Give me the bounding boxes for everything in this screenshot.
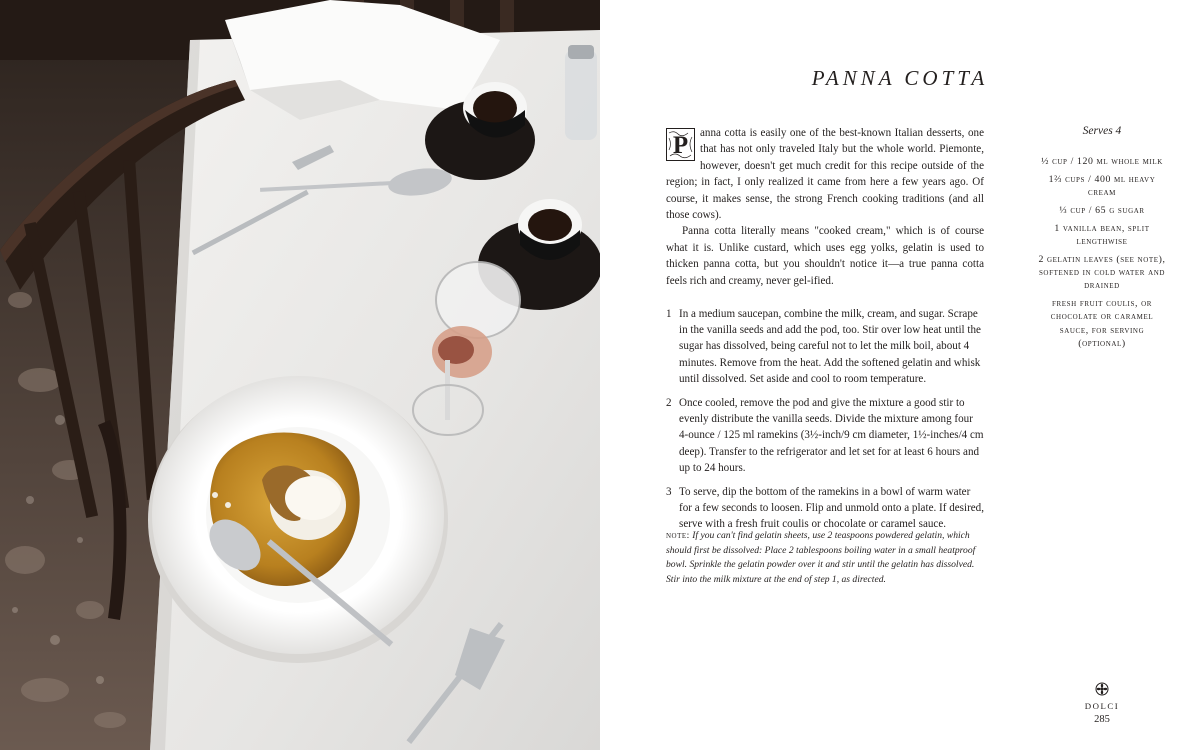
step-number: 2 [666, 397, 672, 410]
ingredient-item: ½ cup / 120 ml whole milk [1041, 156, 1163, 167]
serves-heading: Serves 4 [1082, 125, 1122, 137]
intro-paragraph-1 [666, 125, 984, 223]
page-number: 285 [1094, 714, 1110, 725]
recipe-title: PANNA COTTA [811, 66, 989, 90]
dropcap-letter: P [672, 132, 689, 159]
ingredient-list [1036, 155, 1168, 355]
step-text: Once cooled, remove the pod and give the mixture a good stir to evenly distribute the vanilla seeds. Divide the mixture among four 4-ounce / 125 ml ramekins (3½-inch/9 cm diameter, 1½-inches/4 cm deep). Transfer to the refrigerator and let set for at least 6 hours and up to 24 hours. [679, 397, 984, 474]
step-text: To serve, dip the bottom of the ramekins in a bowl of warm water for a few seconds to loosen. Flip and unmold onto a plate. If desired, serve with a fresh fruit coulis or chocolate or caramel sauce. [679, 486, 985, 531]
ingredient-item: 2 gelatin leaves (see note), softened in cold water and drained [1038, 253, 1166, 292]
step-number: 3 [666, 486, 672, 499]
recipe-intro [666, 125, 984, 289]
flower-ornament-icon [1095, 682, 1109, 696]
ingredient-item: 1⅔ cups / 400 ml heavy cream [1048, 173, 1156, 199]
recipe-note [666, 529, 984, 588]
page-footer [1036, 682, 1168, 725]
dropcap-ornament [666, 128, 695, 161]
step-number: 1 [666, 308, 672, 320]
note-text: If you can't find gelatin sheets, use 2 teaspoons powdered gelatin, which should first be dissolved: Place 2 tablespoons boiling water in a small heatproof bowl. Sprinkle the gelatin powder over it and stir until the gelatin has dissolved. Stir into the milk mixture at the end of step 1, as directed. [666, 530, 976, 586]
section-name: DOLCI [1084, 701, 1120, 711]
step-text: In a medium saucepan, combine the milk, cream, and sugar. Scrape in the vanilla seeds and add the pod, too. Stir over low heat until the sugar has dissolved, being careful not to let the milk boil, about 4 minutes. Remove from the heat. Add the softened gelatin and whisk until dissolved. Set aside and cool to room temperature. [679, 308, 981, 385]
method-step [666, 484, 984, 533]
method-steps [666, 306, 984, 541]
ingredient-item: ⅓ cup / 65 g sugar [1059, 204, 1145, 216]
note-label: note: [666, 530, 690, 541]
ingredient-item: fresh fruit coulis, or chocolate or caramel sauce, for serving (optional) [1050, 298, 1154, 350]
recipe-page [600, 0, 1200, 750]
ingredient-item: 1 vanilla bean, split lengthwise [1054, 222, 1150, 247]
intro-paragraph-2: Panna cotta literally means "cooked cream," which is of course what it is. Unlike custard, which uses egg yolks, gelatin is used to thicken panna cotta, but you shouldn't notice it—a true panna cotta feels rich and creamy, never gel-ified. [666, 225, 984, 287]
method-step [666, 306, 984, 387]
intro-text-1: anna cotta is easily one of the best-known Italian desserts, one that has not only traveled Italy but the whole world. Piemonte, however, doesn't get much credit for this recipe outside of the region; in fact, I only realized it came from here a few years ago. Of course, it makes sense, the strong French cooking traditions (and all those cows). [666, 127, 984, 222]
method-step [666, 395, 984, 476]
